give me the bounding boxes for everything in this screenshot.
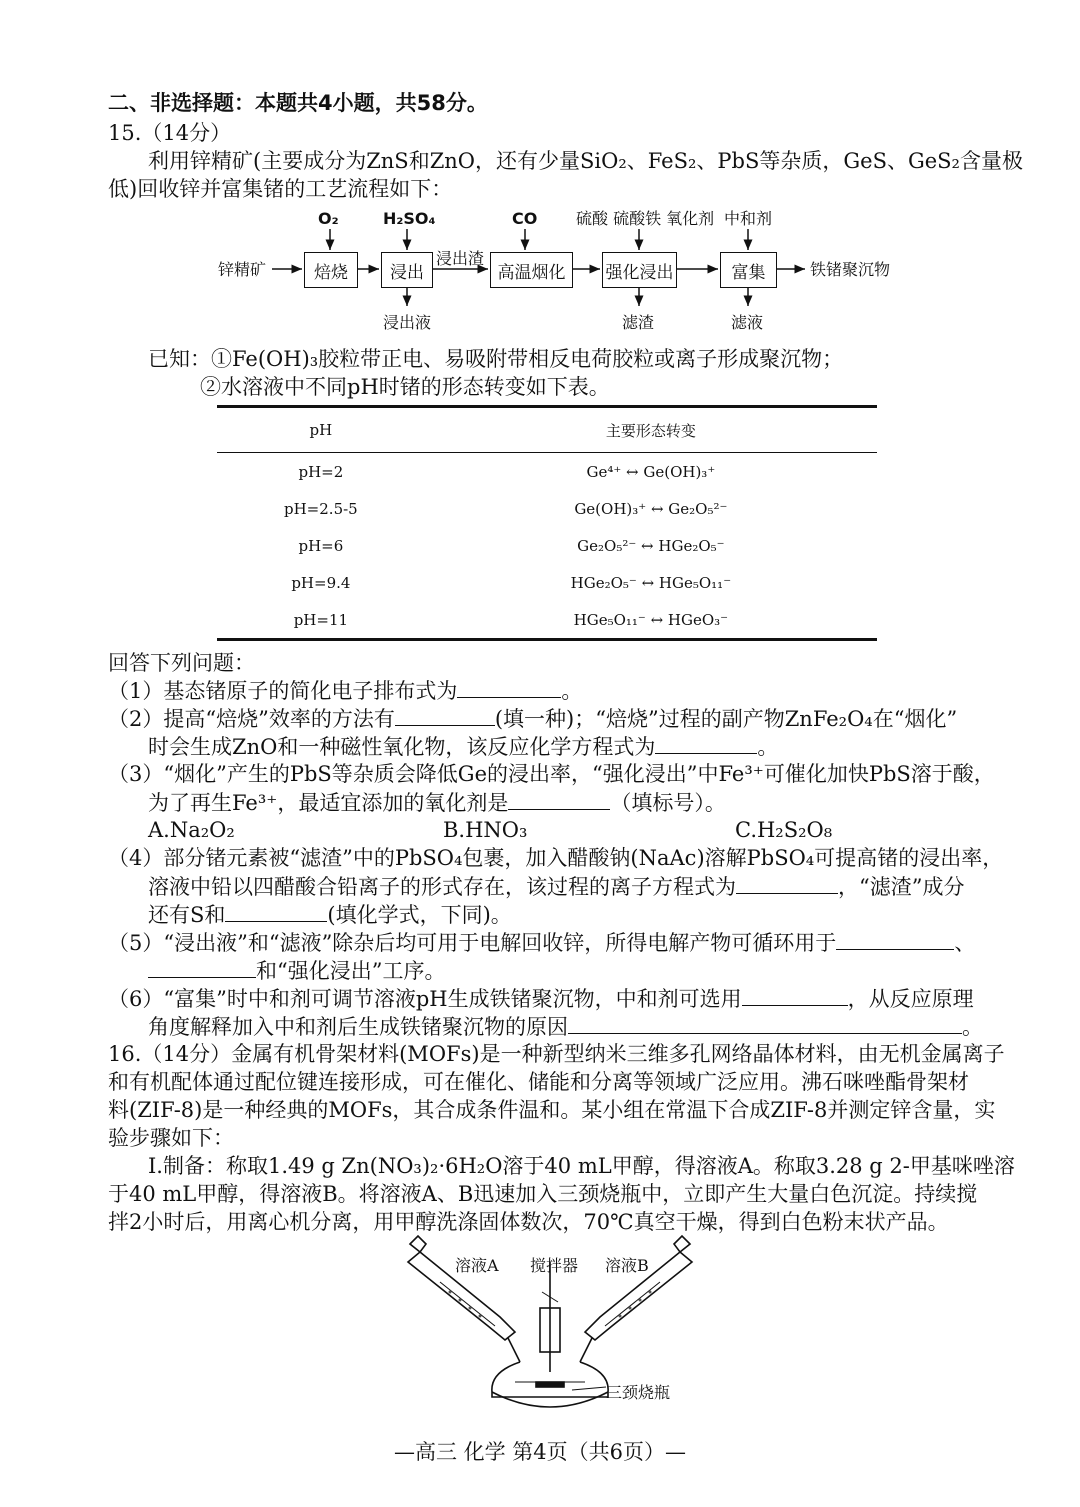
q15-part5-line1: （5）“浸出液”和“滤液”除杂后均可用于电解回收锌，所得电解产物可循环用于 、 <box>108 931 976 955</box>
flow-step-roast: 焙烧 <box>304 252 358 288</box>
flow-end: 铁锗聚沉物 <box>810 260 891 279</box>
table-header-ph: pH <box>217 407 425 453</box>
q16-prep-line3: 拌2小时后，用离心机分离，用甲醇洗涤固体数次，70℃真空干燥，得到白色粉末状产品。 <box>108 1210 949 1234</box>
germanium-ph-table <box>217 405 877 641</box>
answer-blank[interactable] <box>148 957 256 978</box>
section-title: 二、非选择题：本题共4小题，共58分。 <box>108 91 488 115</box>
option-a: A.Na₂O₂ <box>148 818 235 842</box>
flow-output-leachate: 浸出液 <box>383 313 432 332</box>
answer-blank[interactable] <box>395 705 495 726</box>
q16-prep-line1: Ⅰ.制备：称取1.49 g Zn(NO₃)₂·6H₂O溶于40 mL甲醇，得溶液A。称取3.28 g 2-甲基咪唑溶 <box>148 1154 1015 1178</box>
option-b: B.HNO₃ <box>443 818 528 842</box>
q15-intro-line2: 低)回收锌并富集锗的工艺流程如下： <box>108 177 453 201</box>
label-three-neck-flask: 三颈烧瓶 <box>606 1383 671 1402</box>
label-solution-b: 溶液B <box>605 1256 649 1275</box>
answer-prompt: 回答下列问题： <box>108 651 255 675</box>
label-solution-a: 溶液A <box>455 1256 499 1275</box>
q15-part3-line1: （3）“烟化”产生的PbS等杂质会降低Ge的浸出率，“强化浸出”中Fe³⁺可催化加快PbS溶于酸， <box>108 762 995 786</box>
q15-intro-line1: 利用锌精矿(主要成分为ZnS和ZnO，还有少量SiO₂、FeS₂、PbS等杂质，GeS、GeS₂含量极 <box>148 149 1023 173</box>
answer-blank[interactable] <box>836 929 954 950</box>
q15-part6-line2: 角度解释加入中和剂后生成铁锗聚沉物的原因 。 <box>148 1015 983 1039</box>
option-c: C.H₂S₂O₈ <box>735 818 833 842</box>
flow-arrow-label-residue: 浸出渣 <box>436 249 485 268</box>
table-row: pH=2.5-5 Ge(OH)₃⁺ ↔ Ge₂O₅²⁻ <box>284 499 728 518</box>
answer-blank[interactable] <box>225 901 327 922</box>
table-header-form: 主要形态转变 <box>425 407 877 453</box>
known-2: ②水溶液中不同pH时锗的形态转变如下表。 <box>200 375 610 399</box>
q15-part4-line3: 还有S和 (填化学式，下同)。 <box>148 903 512 927</box>
q15-number: 15.（14分） <box>108 121 232 145</box>
flow-input-h2so4: H₂SO₄ <box>383 209 436 228</box>
flow-step-leach: 浸出 <box>381 252 433 288</box>
table-row: pH=11 HGe₅O₁₁⁻ ↔ HGeO₃⁻ <box>217 601 877 640</box>
answer-blank[interactable] <box>457 677 561 698</box>
label-stirrer: 搅拌器 <box>530 1256 579 1275</box>
q16-line2: 和有机配体通过配位键连接形成，可在催化、储能和分离等领域广泛应用。沸石咪唑酯骨架材 <box>108 1070 969 1094</box>
known-1: 已知：①Fe(OH)₃胶粒带正电、易吸附带相反电荷胶粒或离子形成聚沉物； <box>148 347 844 371</box>
answer-blank[interactable] <box>742 985 848 1006</box>
q16-line3: 料(ZIF-8)是一种经典的MOFs，其合成条件温和。某小组在常温下合成ZIF-8并测定锌含量，实 <box>108 1098 996 1122</box>
flow-input-o2: O₂ <box>318 209 339 228</box>
q15-part3-line2: 为了再生Fe³⁺，最适宜添加的氧化剂是 （填标号）。 <box>148 791 726 815</box>
q15-part2-line1: （2）提高“焙烧”效率的方法有 (填一种)；“焙烧”过程的副产物ZnFe₂O₄在“烟化” <box>108 707 958 731</box>
table-row: pH=6 Ge₂O₅²⁻ ↔ HGe₂O₅⁻ <box>298 536 725 555</box>
q15-part5-line2: 和“强化浸出”工序。 <box>148 957 445 984</box>
flow-step-fuming: 高温烟化 <box>490 252 573 288</box>
table-row: pH=9.4 HGe₂O₅⁻ ↔ HGe₅O₁₁⁻ <box>291 573 732 592</box>
flow-output-filtrate: 滤液 <box>731 313 764 332</box>
flow-step-enrich: 富集 <box>720 252 777 288</box>
q16-line4: 验步骤如下： <box>108 1126 234 1150</box>
q15-part4-line1: （4）部分锗元素被“滤渣”中的PbSO₄包裹，加入醋酸钠(NaAc)溶解PbSO₄可提高锗的浸出率， <box>108 846 1004 870</box>
answer-blank[interactable] <box>655 733 757 754</box>
flow-step-enhanced-leach: 强化浸出 <box>602 252 677 288</box>
q16-prep-line2: 于40 mL甲醇，得溶液B。将溶液A、B迅速加入三颈烧瓶中，立即产生大量白色沉淀。持续搅 <box>108 1182 978 1206</box>
q15-part6-line1: （6）“富集”时中和剂可调节溶液pH生成铁锗聚沉物，中和剂可选用 ，从反应原理 <box>108 987 974 1011</box>
flow-arrows <box>0 0 1080 340</box>
flow-start: 锌精矿 <box>218 260 267 279</box>
q15-part1: （1）基态锗原子的简化电子排布式为 。 <box>108 679 583 703</box>
page-footer: —高三 化学 第4页（共6页）— <box>393 1440 687 1464</box>
table-row: pH=2 Ge⁴⁺ ↔ Ge(OH)₃⁺ <box>298 462 716 481</box>
flow-input-acid-oxidant: 硫酸 硫酸铁 氧化剂 <box>576 209 715 228</box>
answer-blank[interactable] <box>568 1013 962 1034</box>
q15-part4-line2: 溶液中铅以四醋酸合铅离子的形式存在，该过程的离子方程式为 ，“滤渣”成分 <box>148 875 965 899</box>
q16-line1: 16.（14分）金属有机骨架材料(MOFs)是一种新型纳米三维多孔网络晶体材料，由无机金属离子 <box>108 1042 1005 1066</box>
answer-blank[interactable] <box>736 873 838 894</box>
answer-blank[interactable] <box>508 789 610 810</box>
q15-part2-line2: 时会生成ZnO和一种磁性氧化物，该反应化学方程式为 。 <box>148 735 779 759</box>
flow-input-co: CO <box>512 209 538 228</box>
flow-output-residue: 滤渣 <box>622 313 655 332</box>
flow-input-neutralizer: 中和剂 <box>724 209 773 228</box>
